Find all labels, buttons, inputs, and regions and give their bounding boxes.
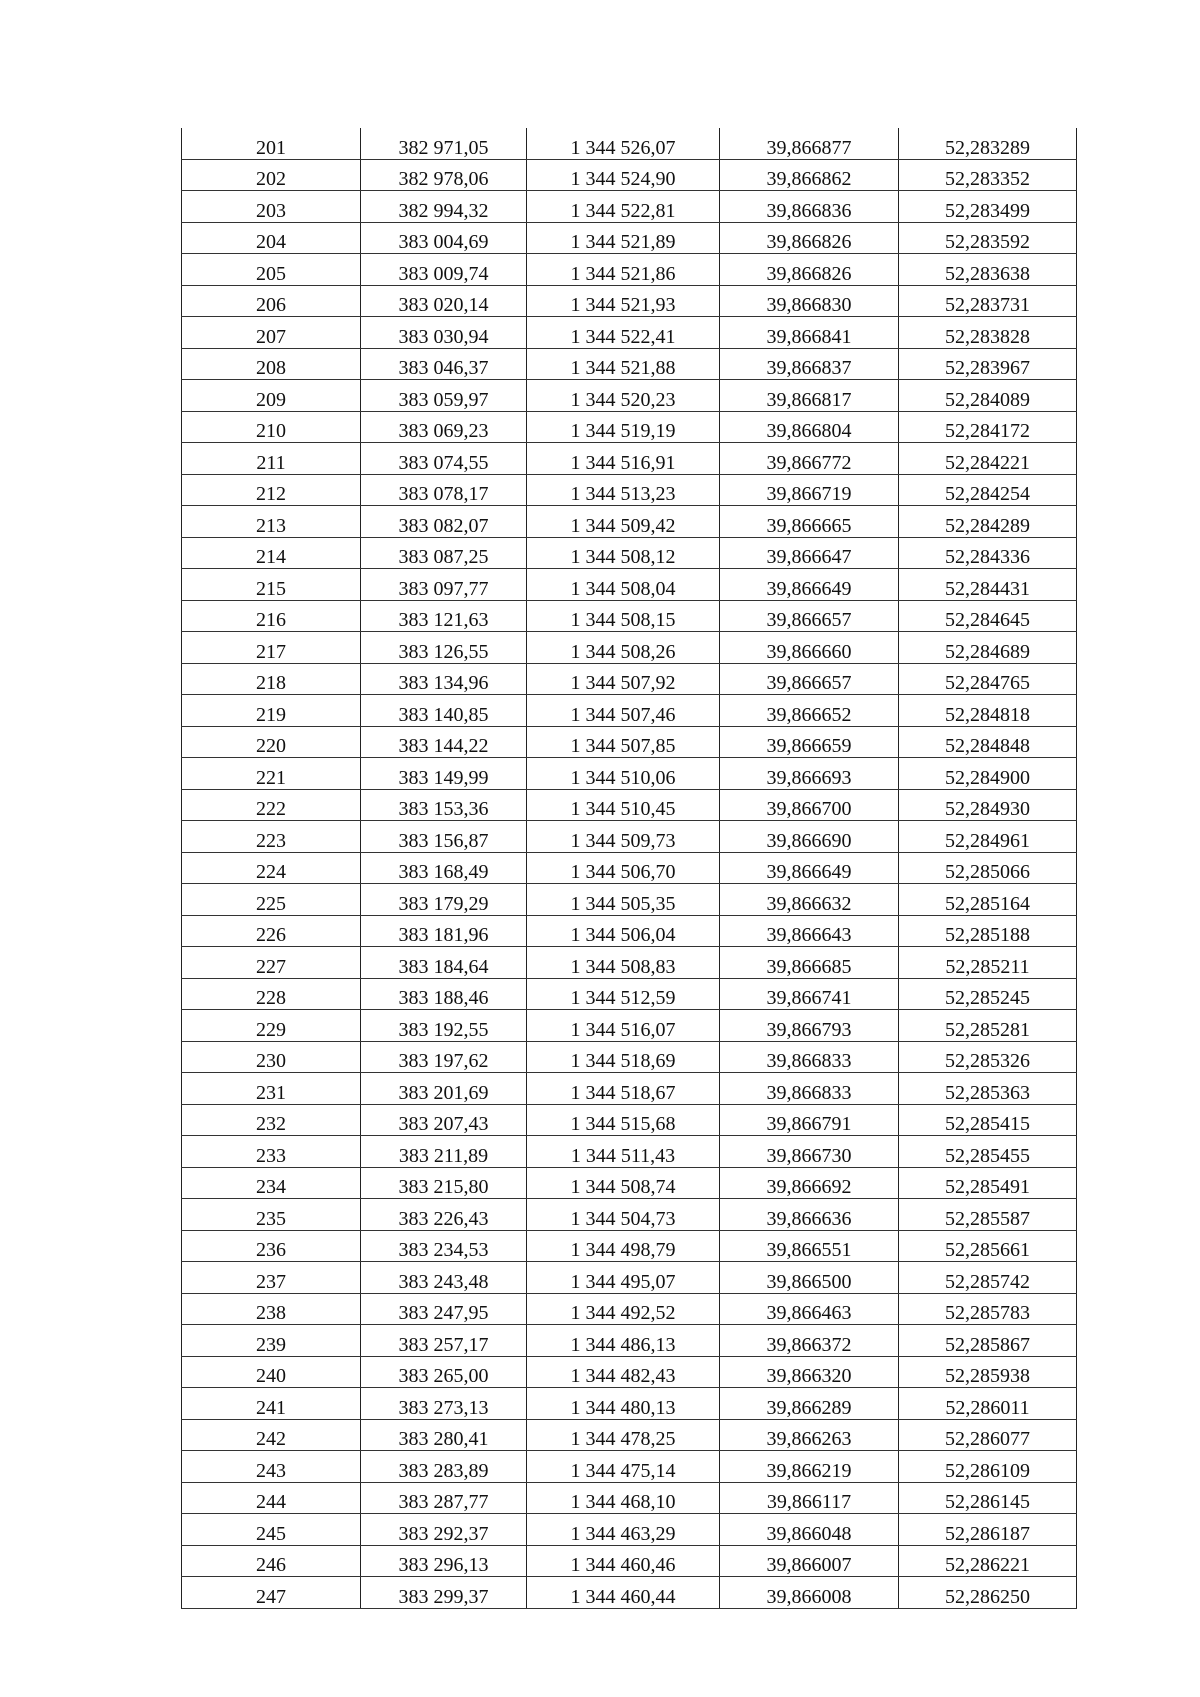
y-coordinate-cell: 1 344 519,19 (527, 411, 720, 443)
y-coordinate-cell: 1 344 510,06 (527, 758, 720, 790)
x-coordinate-cell: 383 179,29 (361, 884, 527, 916)
y-coordinate-cell: 1 344 507,92 (527, 663, 720, 695)
latitude-cell: 52,284221 (899, 443, 1077, 475)
x-coordinate-cell: 383 243,48 (361, 1262, 527, 1294)
x-coordinate-cell: 383 156,87 (361, 821, 527, 853)
y-coordinate-cell: 1 344 508,74 (527, 1167, 720, 1199)
point-number-cell: 221 (182, 758, 361, 790)
x-coordinate-cell: 383 207,43 (361, 1104, 527, 1136)
latitude-cell: 52,286077 (899, 1419, 1077, 1451)
latitude-cell: 52,285245 (899, 978, 1077, 1010)
point-number-cell: 236 (182, 1230, 361, 1262)
longitude-cell: 39,866817 (720, 380, 899, 412)
latitude-cell: 52,285281 (899, 1010, 1077, 1042)
point-number-cell: 205 (182, 254, 361, 286)
latitude-cell: 52,285363 (899, 1073, 1077, 1105)
table-row (182, 1388, 1077, 1420)
latitude-cell: 52,285188 (899, 915, 1077, 947)
x-coordinate-cell: 383 140,85 (361, 695, 527, 727)
y-coordinate-cell: 1 344 513,23 (527, 474, 720, 506)
table-row (182, 1136, 1077, 1168)
longitude-cell: 39,866826 (720, 254, 899, 286)
point-number-cell: 239 (182, 1325, 361, 1357)
x-coordinate-cell: 383 226,43 (361, 1199, 527, 1231)
point-number-cell: 211 (182, 443, 361, 475)
x-coordinate-cell: 383 234,53 (361, 1230, 527, 1262)
y-coordinate-cell: 1 344 460,46 (527, 1545, 720, 1577)
longitude-cell: 39,866791 (720, 1104, 899, 1136)
point-number-cell: 240 (182, 1356, 361, 1388)
longitude-cell: 39,866500 (720, 1262, 899, 1294)
table-row (182, 600, 1077, 632)
longitude-cell: 39,866048 (720, 1514, 899, 1546)
table-row (182, 1262, 1077, 1294)
longitude-cell: 39,866841 (720, 317, 899, 349)
point-number-cell: 217 (182, 632, 361, 664)
table-row (182, 506, 1077, 538)
longitude-cell: 39,866804 (720, 411, 899, 443)
point-number-cell: 246 (182, 1545, 361, 1577)
latitude-cell: 52,286145 (899, 1482, 1077, 1514)
longitude-cell: 39,866836 (720, 191, 899, 223)
longitude-cell: 39,866289 (720, 1388, 899, 1420)
longitude-cell: 39,866833 (720, 1073, 899, 1105)
y-coordinate-cell: 1 344 498,79 (527, 1230, 720, 1262)
table-row (182, 222, 1077, 254)
x-coordinate-cell: 382 994,32 (361, 191, 527, 223)
latitude-cell: 52,283828 (899, 317, 1077, 349)
x-coordinate-cell: 383 004,69 (361, 222, 527, 254)
x-coordinate-cell: 383 299,37 (361, 1577, 527, 1609)
longitude-cell: 39,866652 (720, 695, 899, 727)
y-coordinate-cell: 1 344 516,91 (527, 443, 720, 475)
point-number-cell: 234 (182, 1167, 361, 1199)
point-number-cell: 235 (182, 1199, 361, 1231)
latitude-cell: 52,284172 (899, 411, 1077, 443)
longitude-cell: 39,866700 (720, 789, 899, 821)
x-coordinate-cell: 383 292,37 (361, 1514, 527, 1546)
point-number-cell: 208 (182, 348, 361, 380)
table-row (182, 821, 1077, 853)
table-row (182, 915, 1077, 947)
coordinates-table (181, 128, 1077, 1609)
longitude-cell: 39,866693 (720, 758, 899, 790)
point-number-cell: 223 (182, 821, 361, 853)
y-coordinate-cell: 1 344 506,04 (527, 915, 720, 947)
longitude-cell: 39,866837 (720, 348, 899, 380)
y-coordinate-cell: 1 344 518,67 (527, 1073, 720, 1105)
table-row (182, 1073, 1077, 1105)
x-coordinate-cell: 383 296,13 (361, 1545, 527, 1577)
longitude-cell: 39,866008 (720, 1577, 899, 1609)
y-coordinate-cell: 1 344 495,07 (527, 1262, 720, 1294)
y-coordinate-cell: 1 344 505,35 (527, 884, 720, 916)
latitude-cell: 52,285742 (899, 1262, 1077, 1294)
x-coordinate-cell: 383 059,97 (361, 380, 527, 412)
y-coordinate-cell: 1 344 508,26 (527, 632, 720, 664)
latitude-cell: 52,286187 (899, 1514, 1077, 1546)
table-row (182, 1041, 1077, 1073)
table-row (182, 789, 1077, 821)
x-coordinate-cell: 383 201,69 (361, 1073, 527, 1105)
y-coordinate-cell: 1 344 475,14 (527, 1451, 720, 1483)
point-number-cell: 230 (182, 1041, 361, 1073)
x-coordinate-cell: 382 978,06 (361, 159, 527, 191)
y-coordinate-cell: 1 344 509,42 (527, 506, 720, 538)
x-coordinate-cell: 383 257,17 (361, 1325, 527, 1357)
x-coordinate-cell: 383 247,95 (361, 1293, 527, 1325)
point-number-cell: 202 (182, 159, 361, 191)
longitude-cell: 39,866320 (720, 1356, 899, 1388)
longitude-cell: 39,866665 (720, 506, 899, 538)
latitude-cell: 52,283638 (899, 254, 1077, 286)
y-coordinate-cell: 1 344 512,59 (527, 978, 720, 1010)
x-coordinate-cell: 383 283,89 (361, 1451, 527, 1483)
x-coordinate-cell: 383 265,00 (361, 1356, 527, 1388)
y-coordinate-cell: 1 344 521,89 (527, 222, 720, 254)
table-row (182, 1577, 1077, 1609)
latitude-cell: 52,284089 (899, 380, 1077, 412)
y-coordinate-cell: 1 344 506,70 (527, 852, 720, 884)
longitude-cell: 39,866659 (720, 726, 899, 758)
longitude-cell: 39,866463 (720, 1293, 899, 1325)
longitude-cell: 39,866826 (720, 222, 899, 254)
point-number-cell: 247 (182, 1577, 361, 1609)
x-coordinate-cell: 383 069,23 (361, 411, 527, 443)
longitude-cell: 39,866372 (720, 1325, 899, 1357)
table-row (182, 1482, 1077, 1514)
point-number-cell: 220 (182, 726, 361, 758)
point-number-cell: 231 (182, 1073, 361, 1105)
latitude-cell: 52,283592 (899, 222, 1077, 254)
longitude-cell: 39,866117 (720, 1482, 899, 1514)
longitude-cell: 39,866007 (720, 1545, 899, 1577)
y-coordinate-cell: 1 344 511,43 (527, 1136, 720, 1168)
point-number-cell: 241 (182, 1388, 361, 1420)
x-coordinate-cell: 383 009,74 (361, 254, 527, 286)
longitude-cell: 39,866649 (720, 569, 899, 601)
y-coordinate-cell: 1 344 478,25 (527, 1419, 720, 1451)
point-number-cell: 218 (182, 663, 361, 695)
y-coordinate-cell: 1 344 460,44 (527, 1577, 720, 1609)
y-coordinate-cell: 1 344 486,13 (527, 1325, 720, 1357)
longitude-cell: 39,866649 (720, 852, 899, 884)
x-coordinate-cell: 383 184,64 (361, 947, 527, 979)
point-number-cell: 219 (182, 695, 361, 727)
table-row (182, 852, 1077, 884)
latitude-cell: 52,285587 (899, 1199, 1077, 1231)
longitude-cell: 39,866657 (720, 663, 899, 695)
latitude-cell: 52,284689 (899, 632, 1077, 664)
x-coordinate-cell: 383 087,25 (361, 537, 527, 569)
point-number-cell: 227 (182, 947, 361, 979)
table-row (182, 1451, 1077, 1483)
table-row (182, 663, 1077, 695)
y-coordinate-cell: 1 344 480,13 (527, 1388, 720, 1420)
latitude-cell: 52,283352 (899, 159, 1077, 191)
y-coordinate-cell: 1 344 492,52 (527, 1293, 720, 1325)
table-row (182, 884, 1077, 916)
table-row (182, 726, 1077, 758)
latitude-cell: 52,285455 (899, 1136, 1077, 1168)
longitude-cell: 39,866719 (720, 474, 899, 506)
table-row (182, 1167, 1077, 1199)
point-number-cell: 224 (182, 852, 361, 884)
point-number-cell: 225 (182, 884, 361, 916)
latitude-cell: 52,286109 (899, 1451, 1077, 1483)
table-row (182, 632, 1077, 664)
x-coordinate-cell: 383 192,55 (361, 1010, 527, 1042)
table-row (182, 443, 1077, 475)
point-number-cell: 229 (182, 1010, 361, 1042)
x-coordinate-cell: 383 153,36 (361, 789, 527, 821)
point-number-cell: 238 (182, 1293, 361, 1325)
point-number-cell: 232 (182, 1104, 361, 1136)
latitude-cell: 52,285661 (899, 1230, 1077, 1262)
point-number-cell: 214 (182, 537, 361, 569)
table-row (182, 254, 1077, 286)
latitude-cell: 52,285164 (899, 884, 1077, 916)
table-row (182, 1356, 1077, 1388)
latitude-cell: 52,284431 (899, 569, 1077, 601)
latitude-cell: 52,283967 (899, 348, 1077, 380)
table-row (182, 695, 1077, 727)
table-row (182, 978, 1077, 1010)
point-number-cell: 203 (182, 191, 361, 223)
y-coordinate-cell: 1 344 482,43 (527, 1356, 720, 1388)
latitude-cell: 52,283499 (899, 191, 1077, 223)
x-coordinate-cell: 383 211,89 (361, 1136, 527, 1168)
longitude-cell: 39,866551 (720, 1230, 899, 1262)
longitude-cell: 39,866219 (720, 1451, 899, 1483)
y-coordinate-cell: 1 344 518,69 (527, 1041, 720, 1073)
y-coordinate-cell: 1 344 507,46 (527, 695, 720, 727)
table-row (182, 159, 1077, 191)
x-coordinate-cell: 383 188,46 (361, 978, 527, 1010)
latitude-cell: 52,285066 (899, 852, 1077, 884)
y-coordinate-cell: 1 344 521,93 (527, 285, 720, 317)
table-row (182, 1104, 1077, 1136)
y-coordinate-cell: 1 344 508,12 (527, 537, 720, 569)
longitude-cell: 39,866862 (720, 159, 899, 191)
y-coordinate-cell: 1 344 463,29 (527, 1514, 720, 1546)
x-coordinate-cell: 383 126,55 (361, 632, 527, 664)
longitude-cell: 39,866647 (720, 537, 899, 569)
point-number-cell: 226 (182, 915, 361, 947)
longitude-cell: 39,866632 (720, 884, 899, 916)
table-row (182, 1325, 1077, 1357)
x-coordinate-cell: 383 082,07 (361, 506, 527, 538)
latitude-cell: 52,284336 (899, 537, 1077, 569)
table-row (182, 1514, 1077, 1546)
y-coordinate-cell: 1 344 510,45 (527, 789, 720, 821)
latitude-cell: 52,285326 (899, 1041, 1077, 1073)
longitude-cell: 39,866741 (720, 978, 899, 1010)
longitude-cell: 39,866793 (720, 1010, 899, 1042)
y-coordinate-cell: 1 344 504,73 (527, 1199, 720, 1231)
latitude-cell: 52,285783 (899, 1293, 1077, 1325)
table-row (182, 947, 1077, 979)
latitude-cell: 52,284930 (899, 789, 1077, 821)
x-coordinate-cell: 383 287,77 (361, 1482, 527, 1514)
table-row (182, 411, 1077, 443)
x-coordinate-cell: 383 168,49 (361, 852, 527, 884)
y-coordinate-cell: 1 344 509,73 (527, 821, 720, 853)
latitude-cell: 52,286250 (899, 1577, 1077, 1609)
point-number-cell: 243 (182, 1451, 361, 1483)
y-coordinate-cell: 1 344 515,68 (527, 1104, 720, 1136)
y-coordinate-cell: 1 344 524,90 (527, 159, 720, 191)
y-coordinate-cell: 1 344 521,86 (527, 254, 720, 286)
y-coordinate-cell: 1 344 520,23 (527, 380, 720, 412)
table-row (182, 537, 1077, 569)
longitude-cell: 39,866685 (720, 947, 899, 979)
x-coordinate-cell: 382 971,05 (361, 128, 527, 159)
longitude-cell: 39,866657 (720, 600, 899, 632)
latitude-cell: 52,283731 (899, 285, 1077, 317)
longitude-cell: 39,866877 (720, 128, 899, 159)
latitude-cell: 52,286011 (899, 1388, 1077, 1420)
table-row (182, 1293, 1077, 1325)
y-coordinate-cell: 1 344 522,41 (527, 317, 720, 349)
latitude-cell: 52,284289 (899, 506, 1077, 538)
point-number-cell: 212 (182, 474, 361, 506)
x-coordinate-cell: 383 097,77 (361, 569, 527, 601)
point-number-cell: 237 (182, 1262, 361, 1294)
point-number-cell: 206 (182, 285, 361, 317)
table-row (182, 317, 1077, 349)
y-coordinate-cell: 1 344 468,10 (527, 1482, 720, 1514)
y-coordinate-cell: 1 344 521,88 (527, 348, 720, 380)
latitude-cell: 52,284645 (899, 600, 1077, 632)
longitude-cell: 39,866263 (720, 1419, 899, 1451)
longitude-cell: 39,866830 (720, 285, 899, 317)
latitude-cell: 52,283289 (899, 128, 1077, 159)
table-row (182, 128, 1077, 159)
longitude-cell: 39,866772 (720, 443, 899, 475)
point-number-cell: 204 (182, 222, 361, 254)
x-coordinate-cell: 383 134,96 (361, 663, 527, 695)
point-number-cell: 244 (182, 1482, 361, 1514)
y-coordinate-cell: 1 344 507,85 (527, 726, 720, 758)
table-row (182, 1419, 1077, 1451)
coordinates-table-body (182, 128, 1077, 1608)
longitude-cell: 39,866660 (720, 632, 899, 664)
x-coordinate-cell: 383 020,14 (361, 285, 527, 317)
x-coordinate-cell: 383 280,41 (361, 1419, 527, 1451)
point-number-cell: 213 (182, 506, 361, 538)
table-row (182, 285, 1077, 317)
x-coordinate-cell: 383 181,96 (361, 915, 527, 947)
point-number-cell: 216 (182, 600, 361, 632)
latitude-cell: 52,285211 (899, 947, 1077, 979)
latitude-cell: 52,284961 (899, 821, 1077, 853)
longitude-cell: 39,866636 (720, 1199, 899, 1231)
x-coordinate-cell: 383 149,99 (361, 758, 527, 790)
x-coordinate-cell: 383 121,63 (361, 600, 527, 632)
longitude-cell: 39,866643 (720, 915, 899, 947)
point-number-cell: 215 (182, 569, 361, 601)
longitude-cell: 39,866833 (720, 1041, 899, 1073)
table-row (182, 348, 1077, 380)
latitude-cell: 52,285491 (899, 1167, 1077, 1199)
x-coordinate-cell: 383 030,94 (361, 317, 527, 349)
table-row (182, 758, 1077, 790)
y-coordinate-cell: 1 344 508,04 (527, 569, 720, 601)
table-row (182, 1010, 1077, 1042)
latitude-cell: 52,284254 (899, 474, 1077, 506)
point-number-cell: 242 (182, 1419, 361, 1451)
latitude-cell: 52,285867 (899, 1325, 1077, 1357)
table-row (182, 1230, 1077, 1262)
longitude-cell: 39,866692 (720, 1167, 899, 1199)
latitude-cell: 52,284765 (899, 663, 1077, 695)
x-coordinate-cell: 383 144,22 (361, 726, 527, 758)
x-coordinate-cell: 383 046,37 (361, 348, 527, 380)
point-number-cell: 201 (182, 128, 361, 159)
latitude-cell: 52,285938 (899, 1356, 1077, 1388)
point-number-cell: 233 (182, 1136, 361, 1168)
table-row (182, 1199, 1077, 1231)
x-coordinate-cell: 383 078,17 (361, 474, 527, 506)
table-row (182, 569, 1077, 601)
point-number-cell: 245 (182, 1514, 361, 1546)
point-number-cell: 222 (182, 789, 361, 821)
y-coordinate-cell: 1 344 522,81 (527, 191, 720, 223)
x-coordinate-cell: 383 074,55 (361, 443, 527, 475)
x-coordinate-cell: 383 273,13 (361, 1388, 527, 1420)
latitude-cell: 52,286221 (899, 1545, 1077, 1577)
table-row (182, 474, 1077, 506)
longitude-cell: 39,866690 (720, 821, 899, 853)
point-number-cell: 209 (182, 380, 361, 412)
point-number-cell: 207 (182, 317, 361, 349)
y-coordinate-cell: 1 344 508,15 (527, 600, 720, 632)
latitude-cell: 52,284818 (899, 695, 1077, 727)
x-coordinate-cell: 383 215,80 (361, 1167, 527, 1199)
latitude-cell: 52,284848 (899, 726, 1077, 758)
x-coordinate-cell: 383 197,62 (361, 1041, 527, 1073)
table-row (182, 1545, 1077, 1577)
y-coordinate-cell: 1 344 508,83 (527, 947, 720, 979)
table-row (182, 191, 1077, 223)
table-row (182, 380, 1077, 412)
point-number-cell: 210 (182, 411, 361, 443)
longitude-cell: 39,866730 (720, 1136, 899, 1168)
point-number-cell: 228 (182, 978, 361, 1010)
y-coordinate-cell: 1 344 516,07 (527, 1010, 720, 1042)
y-coordinate-cell: 1 344 526,07 (527, 128, 720, 159)
latitude-cell: 52,284900 (899, 758, 1077, 790)
latitude-cell: 52,285415 (899, 1104, 1077, 1136)
